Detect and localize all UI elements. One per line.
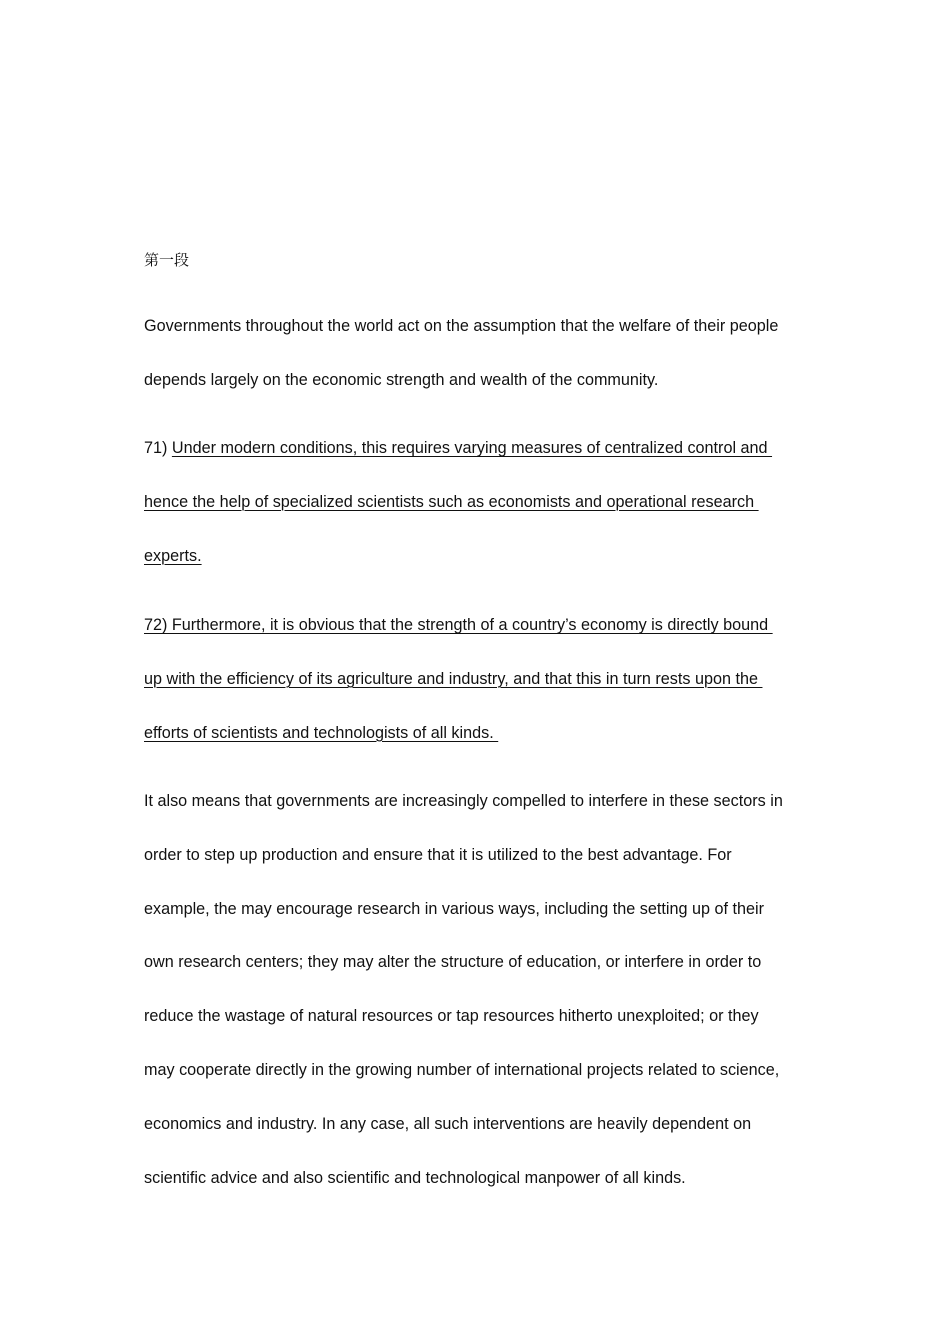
underlined-sentence-72: up with the efficiency of its agriculture and industry, and that this in turn rests upon the [144, 669, 763, 688]
paragraph-2-line [144, 422, 824, 476]
underlined-sentence-72: 72) Furthermore, it is obvious that the strength of a country’s economy is directly bound [144, 616, 773, 634]
paragraph-2-line [144, 530, 824, 584]
paragraph-2-line [144, 476, 824, 530]
paragraph-4 [144, 775, 824, 1205]
paragraph-3-line [144, 707, 824, 761]
paragraph-4-line: example, the may encourage research in various ways, including the setting up of their [144, 899, 764, 918]
paragraph-3-question-72 [144, 599, 824, 760]
paragraph-1-line: depends largely on the economic strength and wealth of the community. [144, 370, 659, 389]
paragraph-4-line: reduce the wastage of natural resources or tap resources hitherto unexploited; or they [144, 1007, 759, 1026]
underlined-sentence-71: hence the help of specialized scientists such as economists and operational research [144, 492, 759, 511]
paragraph-4-line: own research centers; they may alter the structure of education, or interfere in order to [144, 953, 762, 972]
section-heading: 第一段 [144, 251, 190, 269]
paragraph-2-question-71 [144, 422, 824, 583]
paragraph-4-line: economics and industry. In any case, all such interventions are heavily dependent on [144, 1114, 752, 1133]
paragraph-1 [144, 300, 824, 408]
underlined-sentence-71: Under modern conditions, this requires varying measures of centralized control and [171, 439, 773, 457]
paragraph-4-line: may cooperate directly in the growing number of international projects related to science, [144, 1060, 780, 1079]
paragraph-3-line [144, 653, 824, 707]
paragraph-4-line: It also means that governments are increasingly compelled to interfere in these sectors in [144, 792, 783, 810]
paragraph-3-line [144, 599, 824, 653]
paragraph-4-line: scientific advice and also scientific and technological manpower of all kinds. [144, 1168, 686, 1187]
underlined-sentence-71: experts. [144, 546, 202, 565]
question-number-71: 71) [144, 439, 172, 457]
underlined-sentence-72: efforts of scientists and technologists of all kinds. [144, 723, 499, 742]
paragraph-4-line: order to step up production and ensure that it is utilized to the best advantage. For [144, 845, 732, 864]
paragraph-1-line: Governments throughout the world act on the assumption that the welfare of their people [144, 317, 779, 335]
